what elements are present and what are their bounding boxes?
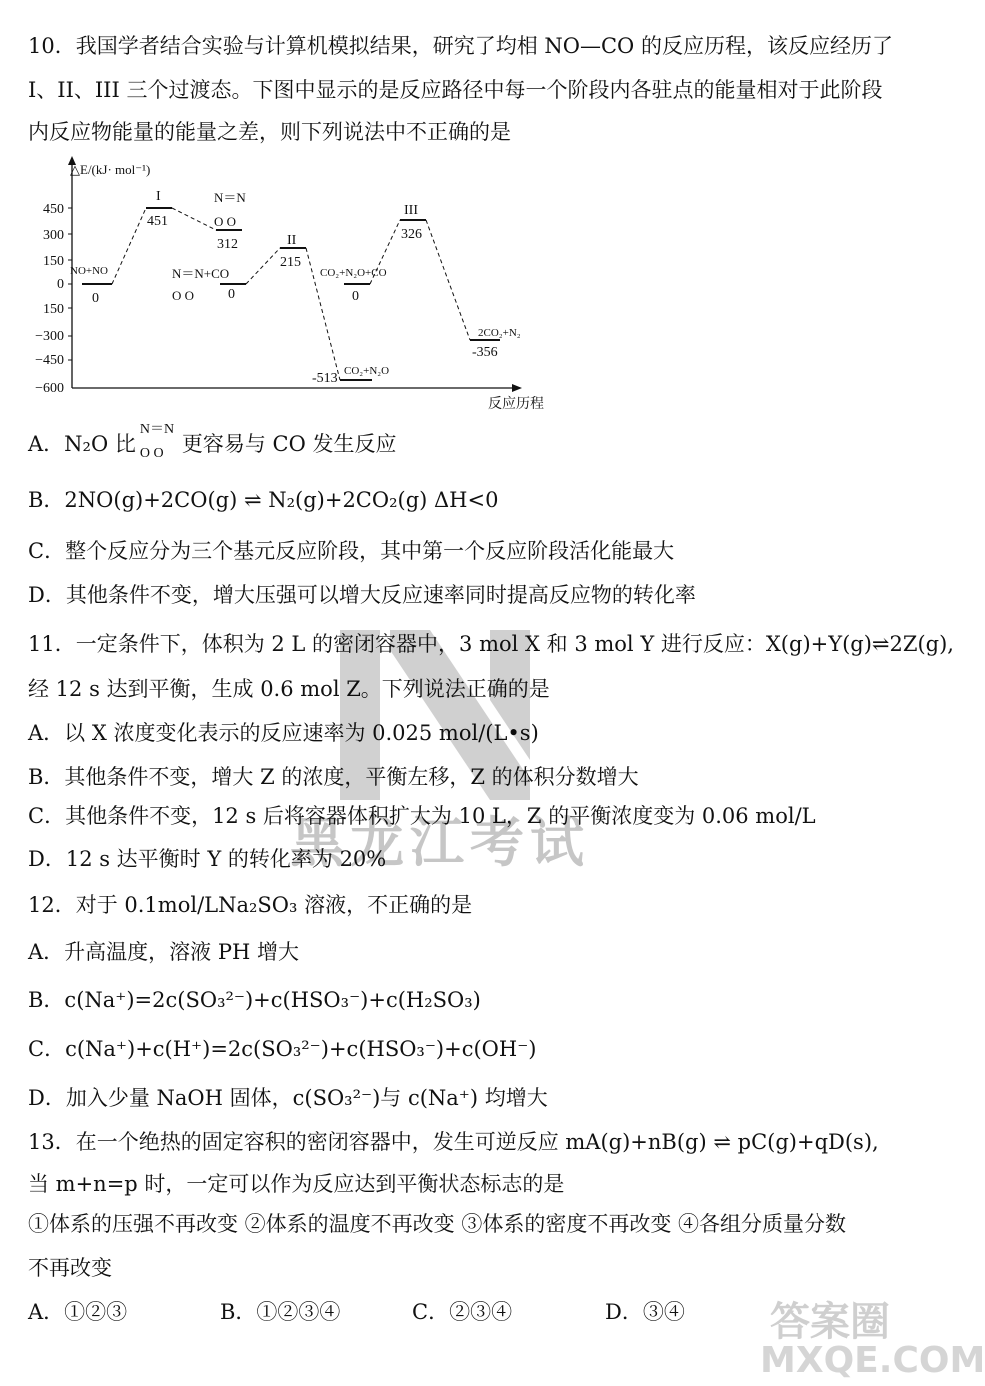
value-0c: 0 — [352, 289, 359, 304]
ytick-300: 300 — [43, 228, 64, 243]
label-no-no: NO+NO — [70, 265, 108, 277]
q13-option-a: A．①②③ — [28, 1300, 128, 1324]
ytick-450: 450 — [43, 202, 64, 217]
value-326: 326 — [401, 227, 422, 242]
q11-line1: 11．一定条件下，体积为 2 L 的密闭容器中，3 mol X 和 3 mol Y 进行反应：X(g)+Y(g)⇌2Z(g), — [28, 632, 954, 656]
q13-line4: 不再改变 — [28, 1256, 112, 1280]
q11-option-a: A．以 X 浓度变化表示的反应速率为 0.025 mol/(L•s) — [28, 721, 539, 745]
value-312: 312 — [217, 237, 238, 252]
q12-option-a: A．升高温度，溶液 PH 增大 — [28, 940, 299, 964]
q11-option-c: C．其他条件不变，12 s 后将容器体积扩大为 10 L，Z 的平衡浓度变为 0.06 mol/L — [28, 804, 816, 828]
label-ts3: III — [404, 203, 418, 218]
label-nn-oo: O O — [214, 214, 237, 229]
x-axis-label: 反应历程 — [488, 397, 544, 412]
molecule-top: N＝N — [139, 421, 175, 437]
x-axis-arrow — [512, 384, 522, 392]
ytick-150: 150 — [43, 254, 64, 269]
label-ts2: II — [287, 233, 297, 248]
label-final: 2CO₂+N₂ — [478, 327, 521, 339]
q12-option-b: B．c(Na⁺)=2c(SO₃²⁻)+c(HSO₃⁻)+c(H₂SO₃) — [28, 988, 481, 1012]
q10-option-a-pre: A．N₂O 比 — [28, 432, 136, 456]
ytick-0: 0 — [57, 277, 64, 292]
q12-stem: 12．对于 0.1mol/LNa₂SO₃ 溶液，不正确的是 — [28, 893, 473, 917]
q10-option-a-post: 更容易与 CO 发生反应 — [181, 432, 397, 456]
q13-option-b: B．①②③④ — [220, 1300, 341, 1324]
q10-option-b: B．2NO(g)+2CO(g) ⇌ N₂(g)+2CO₂(g) ΔH<0 — [28, 488, 499, 512]
q10-option-a — [28, 421, 397, 461]
ytick-neg300: −300 — [35, 329, 64, 344]
label-co2n2oco: CO₂+N₂O+CO — [320, 267, 387, 279]
q10-stem-line3: 内反应物能量的能量之差，则下列说法中不正确的是 — [28, 120, 511, 144]
q10-stem-line2: I、II、III 三个过渡态。下图中显示的是反应路径中每一个阶段内各驻点的能量相对于此阶段 — [28, 78, 883, 102]
q13-line3: ①体系的压强不再改变 ②体系的温度不再改变 ③体系的密度不再改变 ④各组分质量分数 — [28, 1212, 847, 1236]
q11-option-b: B．其他条件不变，增大 Z 的浓度，平衡左移，Z 的体积分数增大 — [28, 765, 639, 789]
label-nn-top: N＝N — [214, 190, 246, 205]
q10-option-d: D．其他条件不变，增大压强可以增大反应速率同时提高反应物的转化率 — [28, 583, 696, 607]
ytick-neg600: −600 — [35, 381, 64, 396]
molecule-nn-oo — [136, 421, 182, 461]
value-451: 451 — [147, 214, 168, 229]
q11-line2: 经 12 s 达到平衡，生成 0.6 mol Z。下列说法正确的是 — [28, 677, 550, 701]
label-co2n2o: CO₂+N₂O — [344, 365, 390, 377]
value-215: 215 — [280, 255, 301, 270]
value-neg356: -356 — [472, 345, 498, 360]
q13-option-c: C．②③④ — [412, 1300, 513, 1324]
label-ts1: I — [156, 189, 161, 204]
q10-stem-line1: 10．我国学者结合实验与计算机模拟结果，研究了均相 NO—CO 的反应历程，该反应经历了 — [28, 34, 893, 58]
site-logo-top: 答案圈 — [770, 1299, 890, 1345]
watermark-text: 黑龙江考试 — [290, 810, 590, 874]
q13-line1: 13．在一个绝热的固定容积的密闭容器中，发生可逆反应 mA(g)+nB(g) ⇌ pC(g)+qD(s), — [28, 1130, 879, 1154]
value-neg513: -513 — [312, 371, 338, 386]
y-axis-label: △E/(kJ· mol⁻¹) — [70, 162, 151, 177]
value-0b: 0 — [228, 287, 235, 302]
q11-option-d: D．12 s 达平衡时 Y 的转化率为 20% — [28, 847, 387, 871]
ytick-neg150: 150 — [43, 302, 64, 317]
q13-option-d: D．③④ — [605, 1300, 685, 1324]
q10-option-c: C．整个反应分为三个基元反应阶段，其中第一个反应阶段活化能最大 — [28, 539, 675, 563]
label-nnco: N＝N+CO — [172, 266, 230, 281]
label-nnco-oo: O O — [172, 288, 195, 303]
ytick-neg450: −450 — [35, 353, 64, 368]
q12-option-c: C．c(Na⁺)+c(H⁺)=2c(SO₃²⁻)+c(HSO₃⁻)+c(OH⁻) — [28, 1037, 537, 1061]
y-ticks — [35, 202, 72, 396]
energy-profile-chart — [20, 150, 580, 420]
q13-line2: 当 m+n=p 时，一定可以作为反应达到平衡状态标志的是 — [28, 1172, 565, 1196]
watermark-big-letter: N — [280, 610, 281, 611]
molecule-bottom: O O — [139, 445, 164, 461]
site-logo-bottom: MXQE.COM — [760, 1340, 985, 1381]
q12-option-d: D．加入少量 NaOH 固体，c(SO₃²⁻)与 c(Na⁺) 均增大 — [28, 1086, 548, 1110]
value-0a: 0 — [92, 291, 99, 306]
